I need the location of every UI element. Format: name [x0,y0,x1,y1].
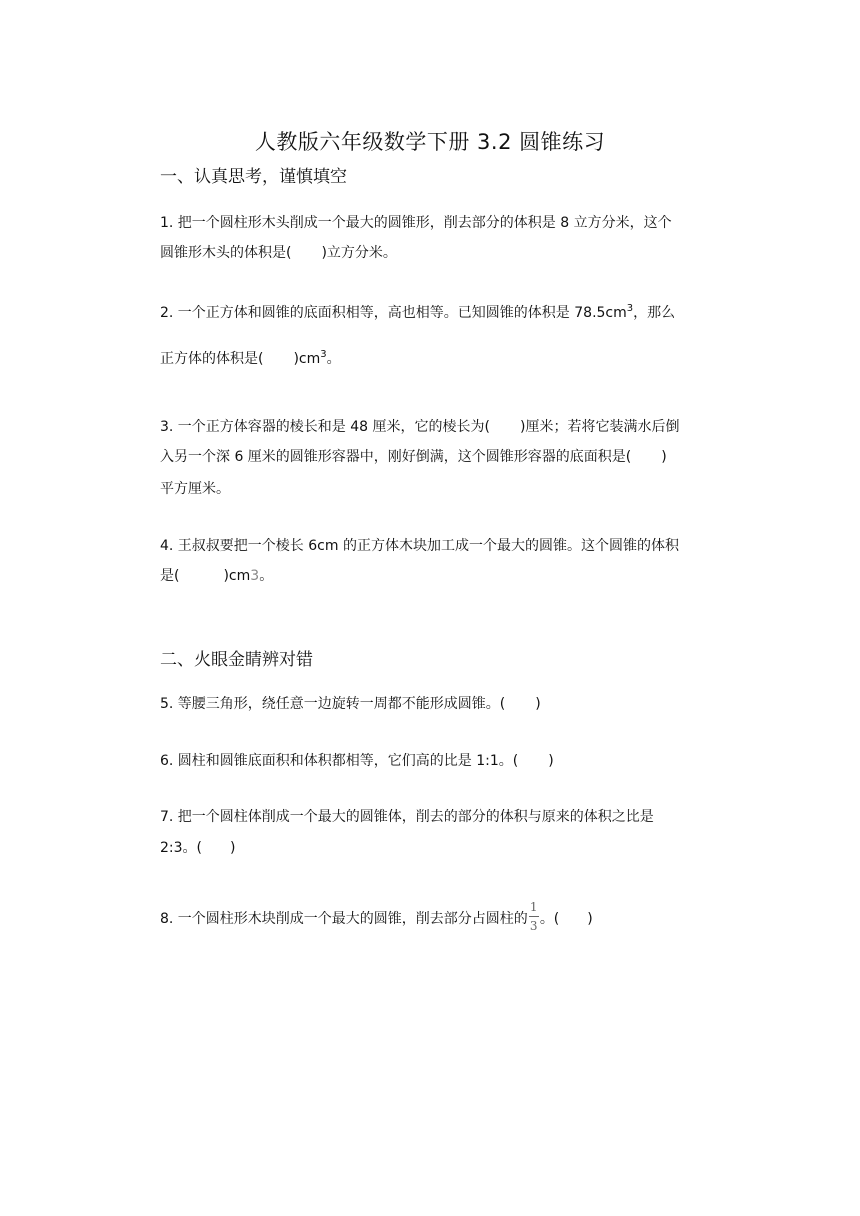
question-4-text-c: 。 [259,568,274,584]
question-1-text-b: )立方分米。 [321,245,397,261]
question-2-line-2 [160,350,341,368]
question-1-line-2 [160,244,397,262]
superscript-3: 3 [626,303,634,314]
question-8 [160,900,593,934]
question-7-line-1: 7. 把一个圆柱体削成一个最大的圆锥体，削去的部分的体积与原来的体积之比是 [160,809,654,825]
question-8-text: 8. 一个圆柱形木块削成一个最大的圆锥，削去部分占圆柱的 [160,911,528,927]
question-7-line-2 [160,839,235,857]
question-2-line-1 [160,304,675,322]
question-8-open: 。( [539,911,560,927]
superscript-3-faint: 3 [250,568,260,584]
question-5-close: ) [535,696,541,712]
question-3-text-d: ) [661,449,667,465]
question-4-line-2 [160,567,273,585]
question-8-close: ) [587,911,593,927]
superscript-3: 3 [320,349,327,360]
question-4-text-a: 是( [160,568,180,584]
fraction-one-third [529,900,539,934]
fraction-denominator: 3 [529,919,538,933]
question-2-text-d: )cm [293,351,321,367]
question-5 [160,695,541,713]
question-4-text-b: )cm [223,568,251,584]
question-3-line-2 [160,448,667,466]
question-1-text-a: 圆锥形木头的体积是( [160,245,292,261]
fraction-numerator: 1 [529,900,538,914]
question-3-line-1 [160,418,679,436]
question-4-line-1: 4. 王叔叔要把一个棱长 6cm 的正方体木块加工成一个最大的圆锥。这个圆锥的体积 [160,538,679,554]
question-6-text: 6. 圆柱和圆锥底面积和体积都相等，它们高的比是 1:1。( [160,753,519,769]
question-3-text-c: 入另一个深 6 厘米的圆锥形容器中，刚好倒满，这个圆锥形容器的底面积是( [160,449,632,465]
question-7-text: 2:3。( [160,840,202,856]
question-1-line-1: 1. 把一个圆柱形木头削成一个最大的圆锥形，削去部分的体积是 8 立方分米，这个 [160,215,672,231]
question-3-text-b: )厘米；若将它装满水后倒 [519,419,680,435]
question-6 [160,752,554,770]
question-6-close: ) [548,753,554,769]
section-heading-true-false: 二、火眼金睛辨对错 [160,650,313,670]
question-2-text-b: ，那么 [633,305,676,321]
question-5-text: 5. 等腰三角形，绕任意一边旋转一周都不能形成圆锥。( [160,696,506,712]
page-title: 人教版六年级数学下册 3.2 圆锥练习 [254,130,606,154]
question-7-close: ) [230,840,236,856]
question-3-line-3: 平方厘米。 [160,481,230,497]
question-3-text-a: 3. 一个正方体容器的棱长和是 48 厘米，它的棱长为( [160,419,490,435]
question-2-text-a: 2. 一个正方体和圆锥的底面积相等，高也相等。已知圆锥的体积是 78.5cm [160,305,627,321]
question-2-text-e: 。 [326,351,341,367]
question-2-text-c: 正方体的体积是( [160,351,264,367]
section-heading-fill-in: 一、认真思考，谨慎填空 [160,167,347,187]
